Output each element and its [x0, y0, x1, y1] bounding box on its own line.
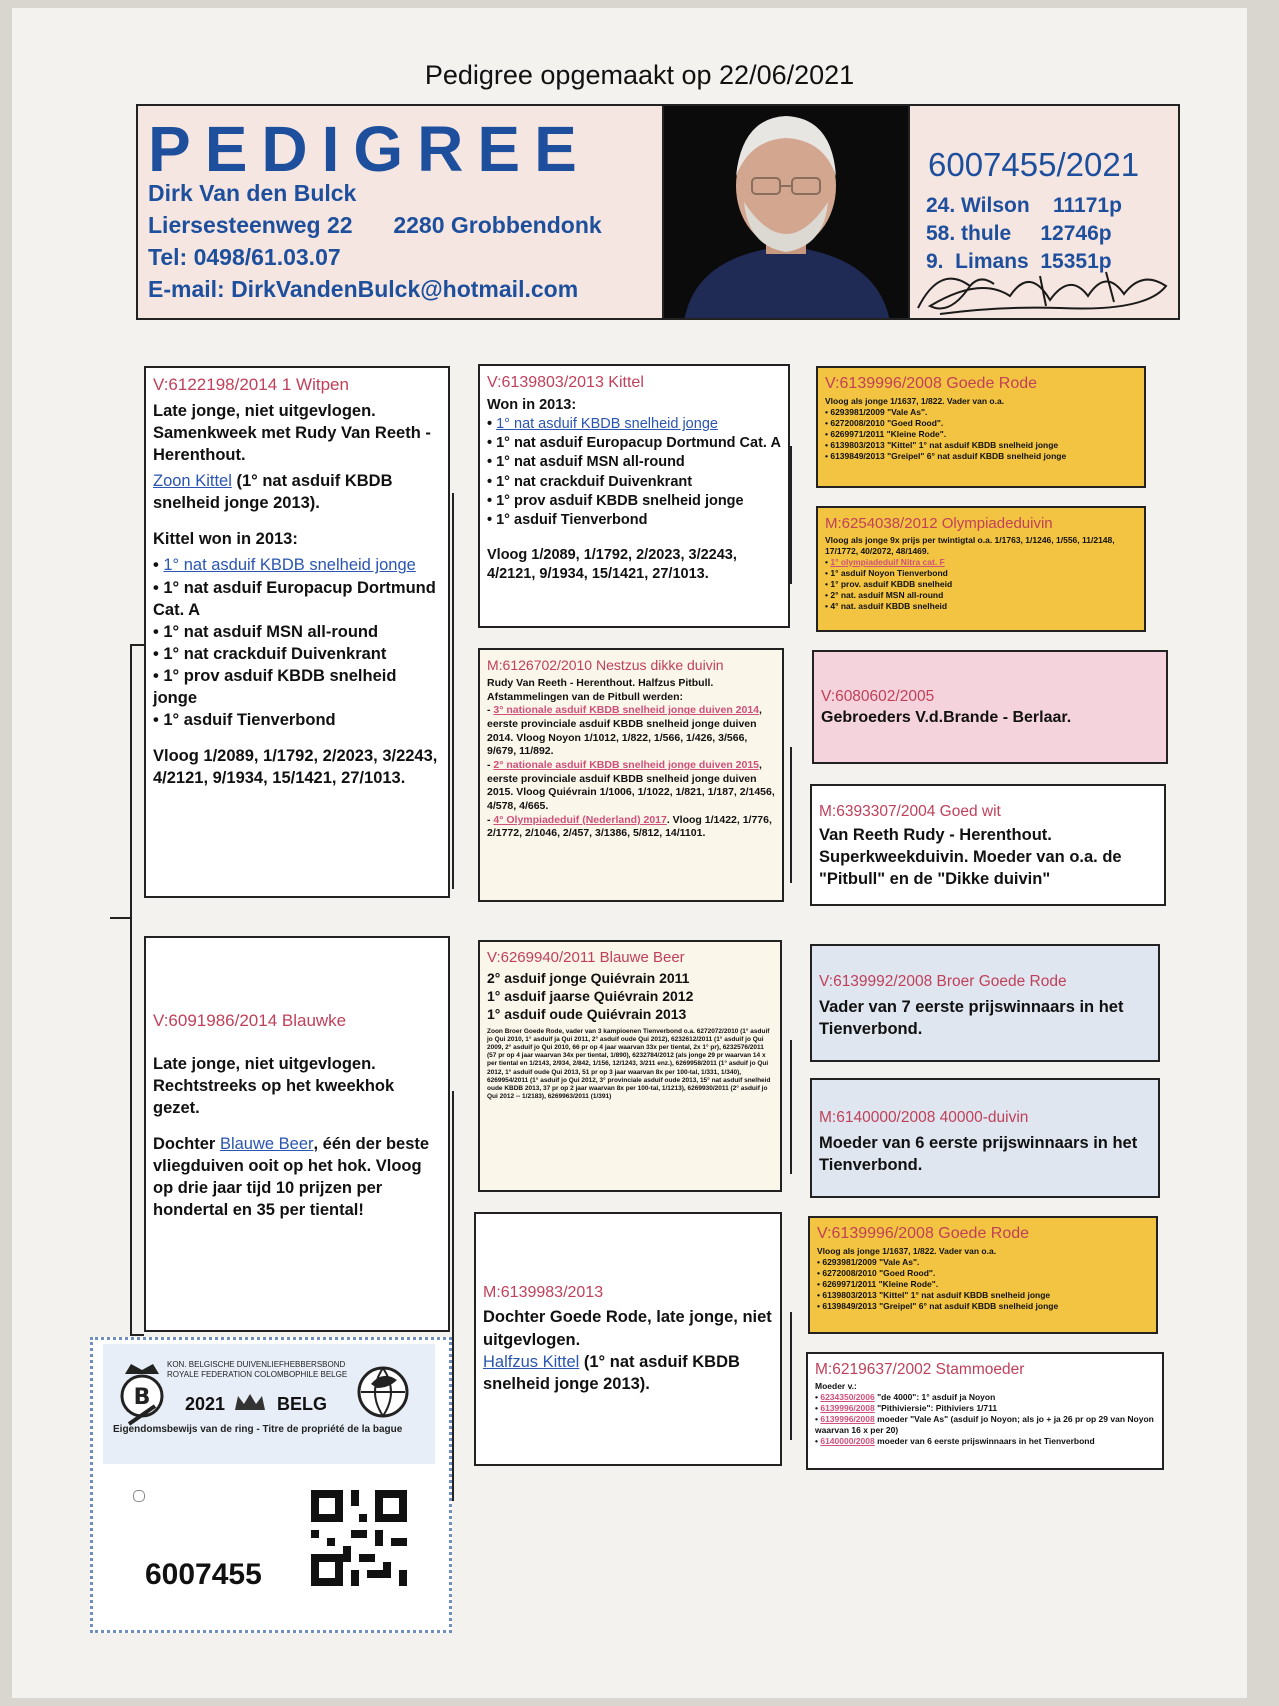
address-street: Liersesteenweg 22 — [148, 212, 353, 238]
offspring-details: Zoon Broer Goede Rode, vader van 3 kampioenen Tienverbond o.a. 6272072/2010 (1° asduif jo Qui 2010, 1° asduif ja Qui 2011, 2° asduif oude Qui 2012), 6232612/2011 (1° asduif jo Qui 2009, 2° asduif jo Qui 2010, 66 pr op 4 jaar waarvan 33x per tiental, 2x 1° pr), 6232576/2011 (57 pr op 4 jaar waarvan 34x per tiental, 1/890), 6232784/2012 (als jonge 29 pr waarvan 14 x per tiental en 1/2143, 2/934, 2/842, 1/156, 12/1243, 3/211 enz.), 6269958/2011 (1° asduif jo Qui 2012, 1° asduif oude Qui 2013, 51 pr op 3 jaar waarvan 8x per 100-tal, 1/331, 1/340), 6269954/2011 (1° asduif jo Qui 2012, 3° provinciale asduif oude 2013, 15° nat asduif snelheid oude KBDB 2013, 37 pr op 2 jaar waarvan 8x per 100-tal, 1/1213), 6269930/2011 (2° asduif jo Qui 2012 -- 1/2183), 6269963/2011 (1/391) — [487, 1027, 771, 1100]
ring-country: BELG — [277, 1394, 328, 1414]
achievement-item: • 1° olympiadeduif Nitra cat. F — [825, 556, 945, 567]
offspring-item: • 6272008/2010 "Goed Rood". — [825, 417, 944, 428]
pigeon-id: M:6140000/2008 40000-duivin — [819, 1109, 1029, 1126]
pigeon-description: Moeder van 6 eerste prijswinnaars in het Tienverbond. — [819, 1133, 1138, 1174]
pigeon-description: Dochter Goede Rode, late jonge, niet uitgevlogen. — [483, 1308, 772, 1349]
connector-line — [790, 446, 792, 584]
offspring-item: • 6139996/2008 moeder "Vale As" (asduif jo Noyon; als jo + ja 26 pr op 29 van Noyon waarvan 16 x per 20) — [815, 1414, 1154, 1436]
achievement-item: • 1° nat asduif KBDB snelheid jonge — [153, 556, 416, 575]
connector-line — [452, 1091, 454, 1501]
pigeon-id: M:6126702/2010 Nestzus dikke duivin — [487, 657, 724, 673]
offspring-item: • 6234350/2006 "de 4000": 1° asduif ja Noyon — [815, 1392, 996, 1403]
achievement-item: • 1° nat asduif Europacup Dortmund Cat. A — [487, 435, 781, 452]
result-line: 58. thule 12746p — [926, 222, 1112, 245]
pigeon-description: Gebroeders V.d.Brande - Berlaar. — [821, 709, 1072, 726]
pigeon-id: V:6139992/2008 Broer Goede Rode — [819, 973, 1067, 990]
dam-box — [144, 936, 450, 1332]
pigeon-id: V:6091986/2014 Blauwke — [153, 1011, 347, 1030]
descendant-item: - 4° Olympiadeduif (Nederland) 2017. Vloog 1/1422, 1/776, 2/1772, 2/1046, 2/457, 3/1386, 5/812, 14/1101. — [487, 813, 772, 840]
ring-card-number: 6007455 — [145, 1558, 262, 1591]
card-punch-hole — [133, 1490, 145, 1502]
won-heading: Won in 2013: — [487, 397, 577, 414]
flight-results: Vloog 1/2089, 1/1792, 2/2023, 3/2243, 4/2121, 9/1934, 15/1421, 27/1013. — [487, 546, 737, 583]
offspring-item: • 6139803/2013 "Kittel" 1° nat asduif KBDB snelheid jonge — [817, 1289, 1051, 1300]
achievement-item: • 4° nat. asduif KBDB snelheid — [825, 600, 948, 611]
offspring-link[interactable]: 6140000/2008 — [820, 1436, 875, 1447]
owner-address — [148, 212, 602, 239]
offspring-item: • 6269971/2011 "Kleine Rode". — [817, 1278, 939, 1289]
blauwe-beer-link[interactable]: Blauwe Beer — [219, 1135, 314, 1154]
federation-emblem-icon — [117, 1362, 167, 1426]
ownership-caption: Eigendomsbewijs van de ring - Titre de propriété de la bague — [113, 1424, 403, 1435]
card-header — [103, 1344, 435, 1464]
crown-icon — [233, 1392, 267, 1414]
owner-signature — [910, 256, 1178, 320]
offspring-item: • 6139849/2013 "Greipel" 6° nat asduif KBDB snelheid jonge — [817, 1301, 1059, 1312]
halfzus-kittel-link[interactable]: Halfzus Kittel — [483, 1352, 580, 1371]
ring-ownership-card — [90, 1337, 452, 1633]
offspring-item: • 6269971/2011 "Kleine Rode". — [825, 428, 947, 439]
qr-code-icon — [311, 1490, 407, 1586]
pigeon-id: V:6139803/2013 Kittel — [487, 374, 644, 391]
ancestor-box — [816, 366, 1146, 488]
offspring-link[interactable]: 6139996/2008 — [820, 1414, 875, 1425]
achievement-item: • 1° nat crackduif Duivenkrant — [153, 644, 387, 663]
sire-box — [144, 366, 450, 898]
ring-year: 2021 — [185, 1394, 226, 1414]
flight-results: Vloog 1/2089, 1/1792, 2/2023, 3/2243, 4/2121, 9/1934, 15/1421, 27/1013. — [153, 747, 438, 788]
federation-name-fr: ROYALE FEDERATION COLOMBOPHILE BELGE — [167, 1370, 348, 1379]
svg-text:B: B — [133, 1385, 151, 1410]
pigeon-description: Late jonge, niet uitgevlogen. Samenkweek met Rudy Van Reeth - Herenthout. — [153, 401, 431, 464]
sire-sire-box — [478, 364, 790, 628]
connector-line — [130, 644, 144, 646]
achievement-item: • 1° nat asduif Europacup Dortmund Cat. A — [153, 578, 436, 619]
achievement-item: • 1° asduif Tienverbond — [153, 711, 336, 730]
federation-name-nl: KON. BELGISCHE DUIVENLIEFHEBBERSBOND — [167, 1360, 346, 1369]
ancestor-box — [816, 506, 1146, 632]
achievement-link[interactable]: 1° nat asduif KBDB snelheid jonge — [163, 556, 416, 575]
ancestor-box — [810, 944, 1160, 1062]
offspring-link[interactable]: 6139996/2008 — [820, 1403, 875, 1414]
address-city: 2280 Grobbendonk — [393, 212, 602, 238]
achievement-item: • 1° asduif Noyon Tienverbond — [825, 567, 948, 578]
achievement-item: 1° asduif jaarse Quiévrain 2012 — [487, 988, 694, 1005]
achievement-link[interactable]: 1° nat asduif KBDB snelheid jonge — [496, 416, 718, 433]
pigeon-id: M:6139983/2013 — [483, 1284, 604, 1301]
descendant-link[interactable]: 2° nationale asduif KBDB snelheid jonge duiven 2015 — [493, 759, 760, 772]
pigeon-id: M:6254038/2012 Olympiadeduivin — [825, 515, 1053, 532]
offspring-link[interactable]: 6234350/2006 — [820, 1392, 875, 1403]
pigeon-id: V:6139996/2008 Goede Rode — [825, 375, 1038, 392]
pigeon-description: Vader van 7 eerste prijswinnaars in het Tienverbond. — [819, 997, 1124, 1038]
pigeon-id: V:6269940/2011 Blauwe Beer — [487, 949, 685, 966]
achievement-item: • 1° nat asduif MSN all-round — [487, 454, 685, 471]
achievement-item: • 1° nat asduif KBDB snelheid jonge — [487, 416, 718, 433]
ancestor-box — [810, 784, 1166, 906]
connector-line — [452, 493, 454, 889]
dam-sire-box — [478, 940, 782, 1192]
achievement-item: • 1° prov asduif KBDB snelheid jonge — [153, 666, 397, 708]
pigeon-lineage: Halfzus Kittel (1° nat asduif KBDB snelheid jonge 2013). — [483, 1352, 740, 1393]
offspring-item: • 6140000/2008 moeder van 6 eerste prijswinnaars in het Tienverbond — [815, 1436, 1095, 1447]
pigeon-description: Vloog als jonge 9x prijs per twintigtal o.a. 1/1763, 1/1246, 1/556, 11/2148, 17/1772, 40/2072, 48/1469. — [825, 534, 1115, 556]
offspring-item: • 6293981/2009 "Vale As". — [825, 406, 928, 417]
achievement-item: 2° asduif jonge Quiévrain 2011 — [487, 970, 690, 987]
pigeon-description: Van Reeth Rudy - Herenthout. Superkweekduivin. Moeder van o.a. de "Pitbull" en de "Dikke duivin" — [819, 826, 1122, 888]
sire-dam-box — [478, 648, 784, 902]
brand-title: PEDIGREE — [148, 113, 591, 185]
offspring-item: • 6272008/2010 "Goed Rood". — [817, 1267, 936, 1278]
connector-line — [790, 1312, 792, 1440]
connector-line — [790, 1040, 792, 1174]
pigeon-lineage: Zoon Kittel (1° nat asduif KBDB snelheid jonge 2013). — [153, 472, 393, 513]
owner-photo — [664, 104, 908, 320]
pigeon-description: Late jonge, niet uitgevlogen. Rechtstreeks op het kweekhok gezet. — [153, 1054, 395, 1117]
achievement-item: 1° asduif oude Quiévrain 2013 — [487, 1006, 687, 1022]
descendant-link[interactable]: 4° Olympiadeduif (Nederland) 2017 — [493, 813, 667, 826]
page-title: Pedigree opgemaakt op 22/06/2021 — [424, 60, 855, 90]
pigeon-id: M:6393307/2004 Goed wit — [819, 803, 1001, 820]
descendant-item: - 3° nationale asduif KBDB snelheid jonge duiven 2014, eerste provinciale asduif KBDB snelheid jonge duiven 2014. Vloog Noyon 1/1012, 1/822, 1/566, 1/426, 3/566, 9/679, 11/892. — [487, 704, 762, 758]
owner-phone: Tel: 0498/61.03.07 — [148, 244, 341, 270]
owner-name: Dirk Van den Bulck — [148, 180, 357, 206]
offspring-item: • 6139849/2013 "Greipel" 6° nat asduif KBDB snelheid jonge — [825, 451, 1067, 462]
ancestor-box — [808, 1216, 1158, 1334]
achievement-item: • 1° prov asduif KBDB snelheid jonge — [487, 492, 744, 509]
pigeon-globe-icon — [353, 1364, 413, 1420]
pigeon-lineage: Dochter Blauwe Beer, één der beste vliegduiven ooit op het hok. Vloog op drie jaar tijd 10 prijzen per hondertal en 35 per tiental! — [153, 1135, 430, 1220]
won-heading: Kittel won in 2013: — [153, 530, 298, 549]
achievement-item: • 1° nat asduif MSN all-round — [153, 622, 379, 641]
pigeon-id: V:6139996/2008 Goede Rode — [817, 1225, 1030, 1242]
connector-line — [130, 1334, 144, 1336]
dam-dam-box — [474, 1212, 782, 1466]
pigeon-id: V:6122198/2014 1 Witpen — [153, 375, 349, 394]
bird-panel — [908, 104, 1180, 320]
ancestor-box — [810, 1078, 1160, 1198]
result-line: 24. Wilson 11171p — [926, 194, 1122, 217]
descendant-item: - 2° nationale asduif KBDB snelheid jonge duiven 2015, eerste provinciale asduif KBDB snelheid jonge duiven 2015. Vloog Quiévrain 1/1006, 1/1022, 1/821, 1/187, 2/1456, 4/578, 4/665. — [487, 759, 775, 812]
offspring-item: • 6139996/2008 "Pithiviersie": Pithiviers 1/711 — [815, 1403, 998, 1414]
ancestor-box — [806, 1352, 1164, 1470]
pigeon-description: Vloog als jonge 1/1637, 1/822. Vader van o.a. — [825, 395, 1005, 406]
connector-line — [130, 644, 132, 1336]
result-line: 9. Limans 15351p — [926, 250, 1112, 273]
pigeon-id: V:6080602/2005 — [821, 688, 935, 705]
ring-number: 6007455/2021 — [928, 146, 1140, 183]
achievement-item: • 1° asduif Tienverbond — [487, 511, 648, 528]
connector-line — [110, 917, 132, 919]
achievement-item: • 1° nat crackduif Duivenkrant — [487, 473, 693, 490]
ancestor-box — [812, 650, 1168, 764]
achievement-item: • 2° nat. asduif MSN all-round — [825, 589, 944, 600]
pigeon-description: Vloog als jonge 1/1637, 1/822. Vader van o.a. — [817, 1245, 997, 1256]
pigeon-description: Moeder v.: — [815, 1381, 857, 1392]
descendant-link[interactable]: 3° nationale asduif KBDB snelheid jonge duiven 2014 — [493, 704, 760, 717]
pigeon-id: M:6219637/2002 Stammoeder — [815, 1361, 1025, 1378]
owner-email: E-mail: DirkVandenBulck@hotmail.com — [148, 276, 579, 302]
offspring-item: • 6139803/2013 "Kittel" 1° nat asduif KBDB snelheid jonge — [825, 439, 1059, 450]
offspring-item: • 6293981/2009 "Vale As". — [817, 1256, 920, 1267]
owner-panel — [136, 104, 664, 320]
pigeon-description: Rudy Van Reeth - Herenthout. Halfzus Pitbull. Afstammelingen van de Pitbull werden: — [487, 677, 714, 703]
achievement-item: • 1° prov. asduif KBDB snelheid — [825, 578, 953, 589]
kittel-link[interactable]: Zoon Kittel — [153, 472, 232, 491]
connector-line — [790, 747, 792, 883]
